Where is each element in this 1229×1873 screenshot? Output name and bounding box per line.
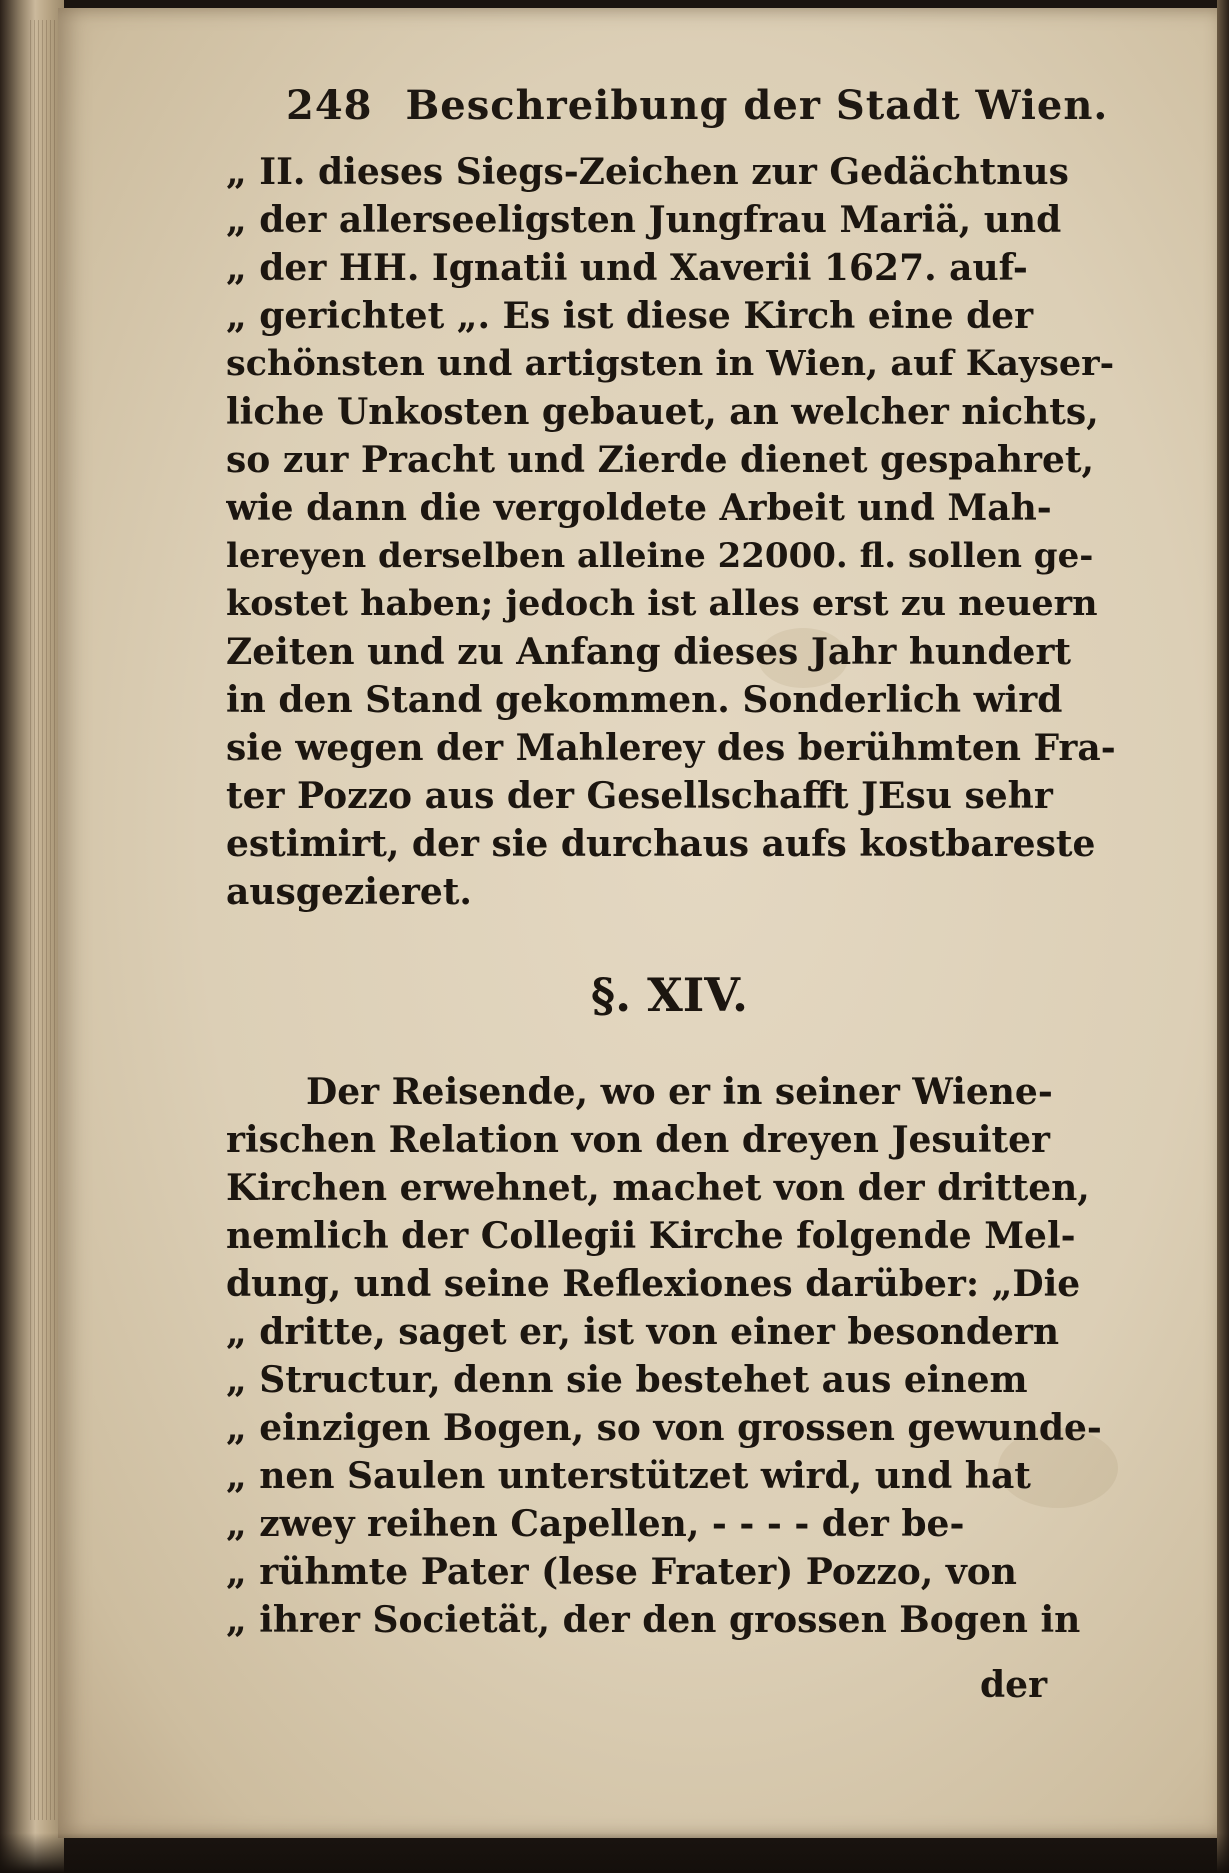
text-line: Zeiten und zu Anfang dieses Jahr hundert [226, 631, 1072, 673]
page-right-edge [1217, 0, 1229, 1873]
text-line: „ nen Saulen unterstützet wird, und hat [226, 1455, 1031, 1497]
text-line: in den Stand gekommen. Sonderlich wird [226, 679, 1063, 721]
catchword: der [980, 1664, 1048, 1706]
text-line: „ Structur, denn sie bestehet aus einem [226, 1359, 1028, 1401]
text-line: rischen Relation von den dreyen Jesuiter [226, 1119, 1051, 1161]
text-line: ausgezieret. [226, 871, 472, 913]
text-line: estimirt, der sie durchaus aufs kostbareste [226, 823, 1096, 865]
section-heading: §. XIV. [591, 968, 748, 1022]
running-header [286, 82, 1109, 132]
text-line: „ zwey reihen Capellen, - - - - der be- [226, 1503, 965, 1545]
text-line: schönsten und artigsten in Wien, auf Kayser- [226, 343, 1115, 384]
text-line: lereyen derselben alleine 22000. fl. sollen ge- [226, 536, 1094, 576]
text-line: „ gerichtet „. Es ist diese Kirch eine der [226, 295, 1034, 337]
text-line: so zur Pracht und Zierde dienet gespahret, [226, 439, 1095, 481]
text-line: kostet haben; jedoch ist alles erst zu neuern [226, 583, 1098, 624]
text-line: dung, und seine Reflexiones darüber: „Die [226, 1263, 1081, 1305]
text-line: liche Unkosten gebauet, an welcher nichts, [226, 391, 1099, 433]
text-line: wie dann die vergoldete Arbeit und Mah- [226, 487, 1052, 529]
text-line: ter Pozzo aus der Gesellschafft JEsu sehr [226, 775, 1053, 817]
paragraph-block-2 [226, 1068, 1116, 1644]
text-line: „ rühmte Pater (lese Frater) Pozzo, von [226, 1551, 1017, 1593]
text-line: „ dritte, saget er, ist von einer besondern [226, 1311, 1060, 1353]
text-line: „ II. dieses Siegs-Zeichen zur Gedächtnus [226, 151, 1069, 193]
paragraph-block-1 [226, 148, 1116, 916]
text-line: nemlich der Collegii Kirche folgende Mel- [226, 1215, 1076, 1257]
text-line: „ der HH. Ignatii und Xaverii 1627. auf- [226, 247, 1028, 289]
running-title: Beschreibung der Stadt Wien. [405, 82, 1109, 129]
book-spine-edge [0, 0, 64, 1873]
page-number: 248 [286, 82, 373, 129]
text-line: Der Reisende, wo er in seiner Wiene- [306, 1071, 1053, 1113]
text-line: „ der allerseeligsten Jungfrau Mariä, und [226, 199, 1062, 241]
text-line: Kirchen erwehnet, machet von der dritten, [226, 1167, 1090, 1209]
bottom-shadow [0, 1833, 1229, 1873]
page-stack-lines [30, 20, 60, 1820]
text-line: „ einzigen Bogen, so von grossen gewunde- [226, 1407, 1102, 1449]
text-line: „ ihrer Societät, der den grossen Bogen in [226, 1599, 1081, 1641]
text-line: sie wegen der Mahlerey des berühmten Fra- [226, 727, 1116, 769]
